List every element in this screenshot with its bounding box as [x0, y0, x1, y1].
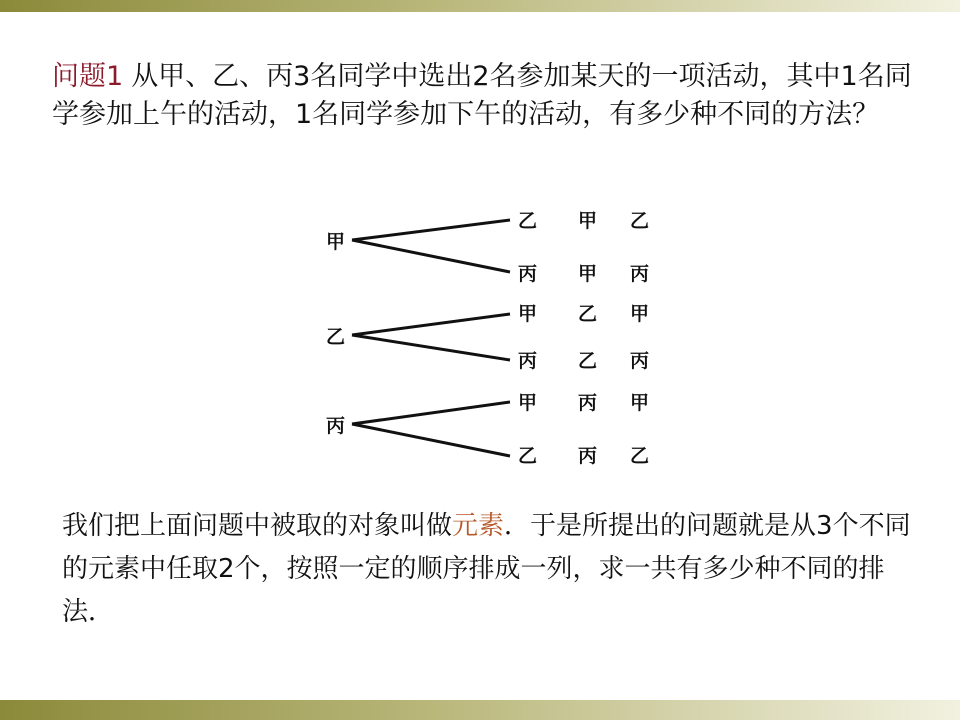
result-first: 丙	[578, 392, 598, 414]
problem-text: 从甲、乙、丙3名同学中选出2名参加某天的一项活动，其中1名同学参加上午的活动，1名同学参加下午的活动，有多少种不同的方法？	[52, 61, 912, 130]
problem-label: 问题1	[52, 61, 124, 92]
explanation-rest: ．于是所提出的问题就是从3个不同的元素中任取2个，按照一定的顺序排成一列，求一共有多少种不同的排法．	[62, 511, 911, 627]
branch-choice: 甲	[518, 303, 538, 325]
explanation-paragraph	[62, 505, 932, 634]
branch-choice: 乙	[518, 445, 538, 467]
result-second: 甲	[630, 392, 650, 414]
branch-choice: 丙	[518, 263, 538, 285]
branch-line	[352, 402, 510, 424]
result-second: 乙	[630, 210, 650, 232]
result-first: 甲	[578, 210, 598, 232]
branch-choice: 丙	[518, 350, 538, 372]
result-first: 乙	[578, 350, 598, 372]
result-first: 丙	[578, 445, 598, 467]
result-first: 乙	[578, 303, 598, 325]
tree-root-bing: 丙	[326, 415, 346, 437]
branch-choice: 乙	[518, 210, 538, 232]
element-term: 元素	[452, 511, 505, 541]
top-decorative-band	[0, 0, 960, 12]
result-second: 甲	[630, 303, 650, 325]
bottom-decorative-band	[0, 700, 960, 720]
result-first: 甲	[578, 263, 598, 285]
tree-diagram	[320, 200, 680, 470]
result-second: 丙	[630, 263, 650, 285]
result-second: 丙	[630, 350, 650, 372]
branch-line	[352, 220, 510, 240]
branch-line	[352, 424, 510, 456]
branch-line	[352, 335, 510, 360]
tree-root-jia: 甲	[326, 231, 346, 253]
result-second: 乙	[630, 445, 650, 467]
branch-line	[352, 240, 510, 272]
branch-line	[352, 314, 510, 335]
tree-root-yi: 乙	[326, 326, 346, 348]
branch-choice: 甲	[518, 392, 538, 414]
explanation-intro: 我们把上面问题中被取的对象叫做	[62, 511, 453, 541]
problem-statement	[52, 58, 932, 134]
